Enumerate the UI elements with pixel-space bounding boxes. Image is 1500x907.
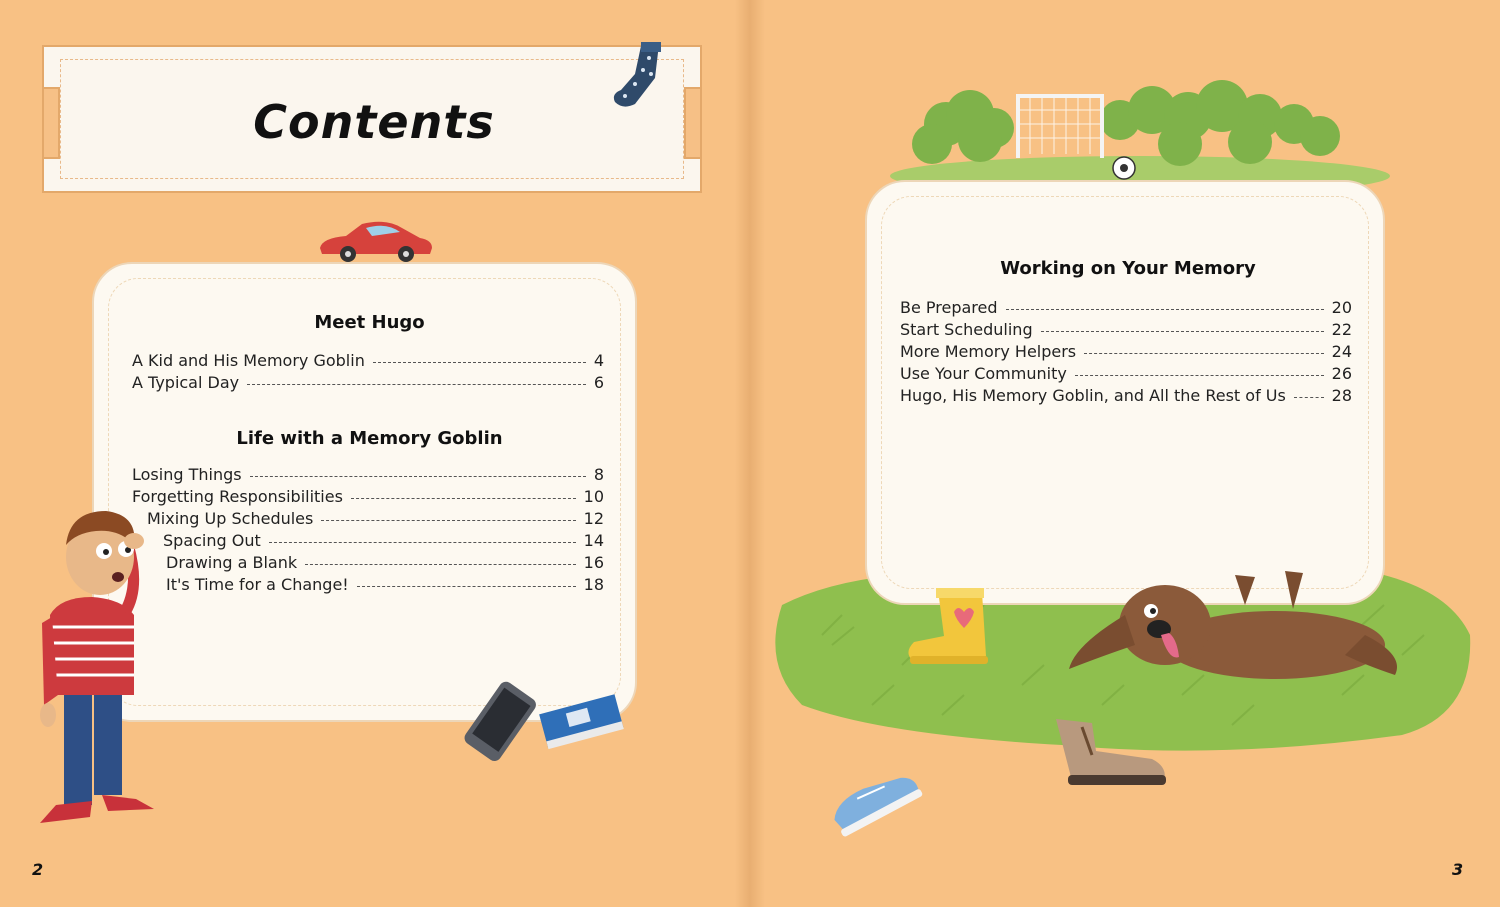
toc-entry-page: 16 bbox=[583, 553, 604, 572]
toc-entry-page: 10 bbox=[583, 487, 604, 506]
toc-entry[interactable] bbox=[900, 361, 1352, 383]
toc-entry[interactable] bbox=[163, 528, 604, 550]
page-title: Contents bbox=[253, 95, 495, 149]
sock-illustration bbox=[605, 40, 675, 112]
toc-entry[interactable] bbox=[166, 572, 604, 594]
toc-entry-page: 14 bbox=[583, 531, 604, 550]
page-number-left: 2 bbox=[32, 860, 44, 879]
toc-entry[interactable] bbox=[900, 295, 1352, 317]
hugo-boy-illustration bbox=[30, 505, 170, 835]
toc-entry-page: 24 bbox=[1331, 342, 1352, 361]
toc-entry-page: 28 bbox=[1331, 386, 1352, 405]
toc-entry-title: Forgetting Responsibilities bbox=[132, 487, 343, 506]
toc-entry[interactable] bbox=[132, 484, 604, 506]
toc-entry[interactable] bbox=[132, 462, 604, 484]
ankle-boot-illustration bbox=[1052, 715, 1170, 790]
page-number-right: 3 bbox=[1452, 860, 1464, 879]
section-heading-meet-hugo: Meet Hugo bbox=[314, 312, 425, 333]
toc-entry[interactable] bbox=[900, 317, 1352, 339]
toc-entry-title: A Typical Day bbox=[132, 373, 240, 392]
toc-entry[interactable] bbox=[147, 506, 604, 528]
title-banner bbox=[42, 45, 702, 193]
toc-entry-title: A Kid and His Memory Goblin bbox=[132, 351, 365, 370]
toc-entry-title: Mixing Up Schedules bbox=[147, 509, 314, 528]
toc-entry-page: 8 bbox=[593, 465, 604, 484]
toc-entry-title: It's Time for a Change! bbox=[166, 575, 349, 594]
toc-entry-title: Hugo, His Memory Goblin, and All the Rest of Us bbox=[900, 386, 1286, 405]
sneaker-illustration bbox=[822, 768, 932, 840]
toy-car-illustration bbox=[316, 216, 436, 266]
toc-entry-title: Spacing Out bbox=[163, 531, 261, 550]
toc-entry-title: Use Your Community bbox=[900, 364, 1067, 383]
toc-entry[interactable] bbox=[132, 370, 604, 392]
toc-entry-page: 6 bbox=[593, 373, 604, 392]
toc-entry-page: 20 bbox=[1331, 298, 1352, 317]
toc-entry-page: 22 bbox=[1331, 320, 1352, 339]
toc-entry-page: 4 bbox=[593, 351, 604, 370]
rain-boot-illustration bbox=[902, 586, 997, 671]
dog-illustration bbox=[1065, 565, 1410, 685]
toc-entry-title: Drawing a Blank bbox=[166, 553, 298, 572]
toc-entry-title: Be Prepared bbox=[900, 298, 998, 317]
toc-entry[interactable] bbox=[132, 348, 604, 370]
phone-and-book-illustration bbox=[460, 680, 630, 770]
book-gutter bbox=[735, 0, 765, 907]
toc-entry-title: More Memory Helpers bbox=[900, 342, 1077, 361]
toc-entry-title: Start Scheduling bbox=[900, 320, 1033, 339]
toc-entry[interactable] bbox=[166, 550, 604, 572]
toc-entry[interactable] bbox=[900, 383, 1352, 405]
bushes-and-goal-illustration bbox=[890, 80, 1390, 190]
toc-entry-title: Losing Things bbox=[132, 465, 242, 484]
toc-entry[interactable] bbox=[900, 339, 1352, 361]
toc-entry-page: 12 bbox=[583, 509, 604, 528]
toc-entry-page: 26 bbox=[1331, 364, 1352, 383]
section-heading-life-with-goblin: Life with a Memory Goblin bbox=[236, 428, 503, 449]
toc-entry-page: 18 bbox=[583, 575, 604, 594]
section-heading-working-on-memory: Working on Your Memory bbox=[1000, 258, 1256, 279]
